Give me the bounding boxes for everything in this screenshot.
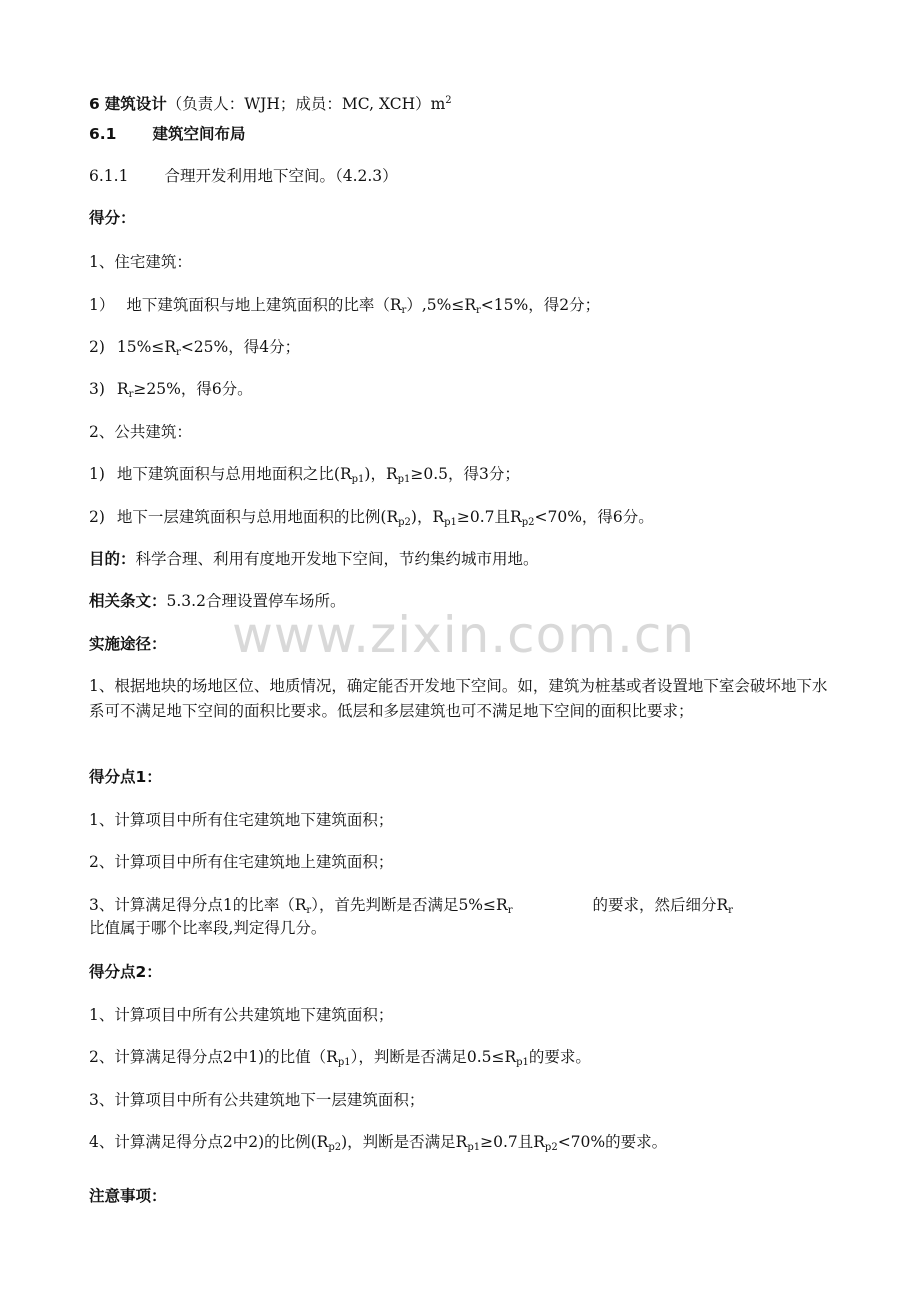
point1-step-1: 1、计算项目中所有住宅建筑地下建筑面积； (89, 811, 394, 829)
point2-heading (89, 961, 162, 983)
section-meta: （负责人：WJH；成员：MC, XCH）m (166, 95, 446, 113)
related-text: 5.3.2合理设置停车场所。 (166, 592, 346, 610)
watermark: www.zixin.com.cn (232, 606, 696, 664)
purpose-line (89, 548, 539, 570)
related-label: 相关条文： (89, 592, 167, 610)
point2-step-2: 2、计算满足得分点2中1)的比值$(R_{p1})$，判断是否满足$0.5\le R_{p1}$的要求。 (89, 1048, 591, 1068)
section-number: 6.1 (89, 125, 117, 143)
implementation-heading (89, 633, 167, 655)
public-label: 2、公共建筑： (89, 423, 192, 441)
purpose-text: 科学合理、利用有度地开发地下空间，节约集约城市用地。 (135, 550, 539, 568)
point2-step-1: 1、计算项目中所有公共建筑地下建筑面积； (89, 1006, 394, 1024)
residential-rule-3: 3) $R_r\ge 25\%$，得6分。 (89, 380, 253, 400)
public-title (89, 421, 192, 443)
section-title: 建筑设计 (104, 95, 167, 113)
purpose-label: 目的： (89, 550, 136, 568)
score-label: 得分： (89, 209, 136, 227)
residential-rule-1: 1） 地下建筑面积与地上建筑面积的比率$(R_r),5\%\le R_r<15\%$，得2分； (89, 296, 601, 316)
public-rule-1: 1) 地下建筑面积与总用地面积之比$(R_{p1})$，$R_{p1}\ge 0.5$，得3分； (89, 465, 520, 485)
point1-step-3: 3、计算满足得分点1的比率$(R_r)$，首先判断是否满足$5\%\le R_r$ 的要求，然后细分$R_r$ (89, 896, 733, 916)
item-6-1-1 (89, 165, 398, 187)
point2-step-4: 4、计算满足得分点2中2)的比例$(R_{p2})$，判断是否满足$R_{p1}\ge 0.7$且$R_{p2}<70\%$的要求。 (89, 1133, 668, 1153)
point2-step-3: 3、计算项目中所有公共建筑地下一层建筑面积； (89, 1091, 425, 1109)
point1-step-2: 2、计算项目中所有住宅建筑地上建筑面积； (89, 853, 394, 871)
point1-label: 得分点1： (89, 768, 162, 786)
score-heading (89, 207, 136, 229)
section-6-heading (89, 90, 452, 115)
item-text: 合理开发利用地下空间。（4.2.3） (164, 167, 398, 185)
residential-label: 1、住宅建筑： (89, 253, 192, 271)
residential-title (89, 251, 192, 273)
section-title: 建筑空间布局 (152, 125, 246, 143)
superscript: 2 (445, 95, 452, 106)
implementation-paragraph: 1、根据地块的场地区位、地质情况，确定能否开发地下空间。如，建筑为桩基或者设置地下室会破坏地下水系可不满足地下空间的面积比要求。低层和多层建筑也可不满足地下空间的面积比要求； (89, 677, 828, 720)
point1-step-3-cont: 比值属于哪个比率段,判定得几分。 (89, 919, 327, 937)
notes-label: 注意事项： (89, 1187, 167, 1205)
item-number: 6.1.1 (89, 167, 129, 185)
point2-label: 得分点2： (89, 963, 162, 981)
implementation-label: 实施途径： (89, 635, 167, 653)
residential-rule-2: 2) $15\%\le R_r<25\%$，得4分； (89, 338, 301, 358)
section-number: 6 (89, 95, 100, 113)
section-6-1-heading (89, 123, 245, 145)
notes-heading (89, 1185, 167, 1207)
public-rule-2: 2) 地下一层建筑面积与总用地面积的比例$(R_{p2})$，$R_{p1}\ge 0.7$且$R_{p2}<70\%$，得6分。 (89, 508, 654, 528)
point1-heading (89, 766, 162, 788)
